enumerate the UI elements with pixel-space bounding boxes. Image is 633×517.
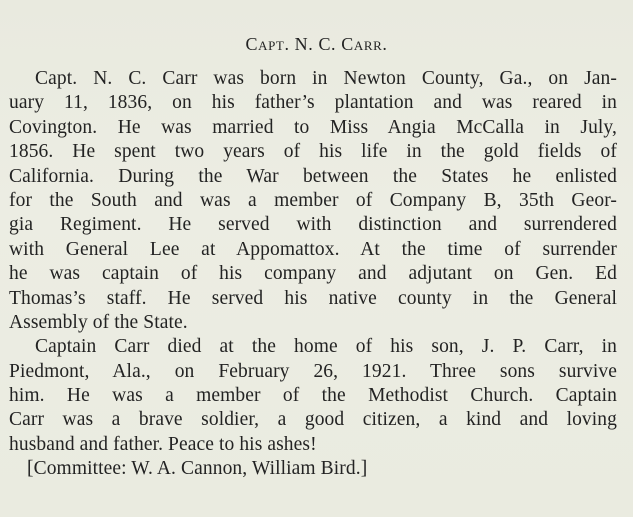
paragraph-1-line-6: for the South and was a member of Company B, 35th Geor-	[9, 189, 617, 211]
paragraph-2-line-1: Captain Carr died at the home of his son, J. P. Carr, in	[35, 336, 617, 358]
page-title: Capt. N. C. Carr.	[245, 34, 388, 54]
paragraph-2-line-5: husband and father. Peace to his ashes!	[9, 433, 317, 455]
paragraph-1-line-11: Assembly of the State.	[9, 311, 188, 333]
paragraph-1-line-3: Covington. He was married to Miss Angia McCalla in July,	[9, 116, 617, 138]
committee-credit: [Committee: W. A. Cannon, William Bird.]	[27, 458, 368, 480]
paragraph-1-line-9: he was captain of his company and adjutant on Gen. Ed	[9, 263, 617, 285]
paragraph-2-line-2: Piedmont, Ala., on February 26, 1921. Three sons survive	[9, 360, 617, 382]
article-body	[9, 67, 617, 482]
paragraph-1-line-7: gia Regiment. He served with distinction and surrendered	[9, 214, 617, 236]
paragraph-1-line-4: 1856. He spent two years of his life in the gold fields of	[9, 141, 617, 163]
paragraph-1-line-8: with General Lee at Appomattox. At the time of surrender	[9, 238, 617, 260]
paragraph-1-line-1: Capt. N. C. Carr was born in Newton County, Ga., on Jan-	[35, 68, 617, 89]
paragraph-1-line-10: Thomas’s staff. He served his native county in the General	[9, 287, 617, 309]
paragraph-2-line-4: Carr was a brave soldier, a good citizen, a kind and loving	[9, 409, 617, 431]
paragraph-1-line-2: uary 11, 1836, on his father’s plantation and was reared in	[9, 92, 617, 114]
bleed-through-text	[180, 0, 633, 28]
paragraph-2-line-3: him. He was a member of the Methodist Church. Captain	[9, 385, 617, 407]
paragraph-1-line-5: California. During the War between the States he enlisted	[9, 165, 617, 187]
